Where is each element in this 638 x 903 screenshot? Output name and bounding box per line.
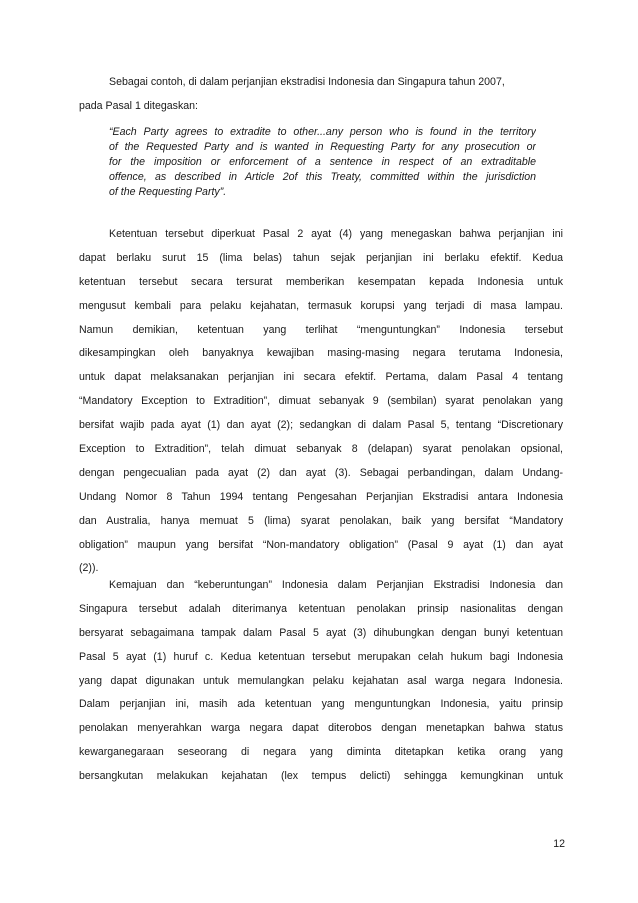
text-line: ketentuan tersebut secara tersurat memberikan kesempatan kepada Indonesia untuk <box>79 275 563 288</box>
quote-line: “Each Party agrees to extradite to other...any person who is found in the territory <box>109 126 536 138</box>
text-line: Namun demikian, ketentuan yang terlihat “menguntungkan” Indonesia tersebut <box>79 323 563 336</box>
text-line: Exception to Extradition”, telah dimuat sebanyak 8 (delapan) syarat penolakan opsional, <box>79 443 563 456</box>
paragraph-second <box>79 223 563 581</box>
text-line: penolakan menyerahkan warga negara dapat diterobos dengan menetapkan bahwa status <box>79 722 563 735</box>
text-line: pada Pasal 1 ditegaskan: <box>79 99 198 112</box>
text-line: Singapura tersebut adalah diterimanya ketentuan penolakan prinsip nasionalitas dengan <box>79 602 563 615</box>
quote-line: of the Requesting Party”. <box>109 186 227 198</box>
text-line: yang dapat digunakan untuk memulangkan pelaku kejahatan asal warga negara Indonesia. <box>79 674 563 687</box>
text-line: untuk dapat melaksanakan perjanjian ini secara efektif. Pertama, dalam Pasal 4 tentang <box>79 371 563 384</box>
block-quote <box>109 125 536 200</box>
text-line: dan Australia, hanya memuat 5 (lima) syarat penolakan, baik yang bersifat “Mandatory <box>79 514 563 527</box>
text-line: Sebagai contoh, di dalam perjanjian ekstradisi Indonesia dan Singapura tahun 2007, <box>109 76 505 88</box>
quote-line: of the Requested Party and is wanted in Requesting Party for any prosecution or <box>109 141 536 153</box>
text-line: “Mandatory Exception to Extradition”, dimuat sebanyak 9 (sembilan) syarat penolakan yang <box>79 395 563 408</box>
quote-line: offence, as described in Article 2of this Treaty, committed within the jurisdiction <box>109 171 536 183</box>
text-line: Undang Nomor 8 Tahun 1994 tentang Pengesahan Perjanjian Ekstradisi antara Indonesia <box>79 490 563 503</box>
text-line: bersyarat sebagaimana tampak dalam Pasal 5 ayat (3) dihubungkan dengan bunyi ketentuan <box>79 626 563 639</box>
page-number: 12 <box>553 838 565 850</box>
text-line: dikesampingkan oleh banyaknya kewajiban masing-masing negara terutama Indonesia, <box>79 347 563 360</box>
text-line: bersifat wajib pada ayat (1) dan ayat (2); sedangkan di dalam Pasal 5, tentang “Discretionary <box>79 419 563 432</box>
quote-line: for the imposition or enforcement of a sentence in respect of an extraditable <box>109 156 536 168</box>
text-line: dengan pengecualian pada ayat (2) dan ayat (3). Sebagai perbandingan, dalam Undang- <box>79 466 563 479</box>
text-line: Kemajuan dan “keberuntungan” Indonesia dalam Perjanjian Ekstradisi Indonesia dan <box>109 579 563 591</box>
text-line: obligation” maupun yang bersifat “Non-mandatory obligation” (Pasal 9 ayat (1) dan ayat <box>79 538 563 551</box>
text-line: Pasal 5 ayat (1) huruf c. Kedua ketentuan tersebut merupakan celah hukum bagi Indonesia <box>79 650 563 663</box>
paragraph-intro <box>79 71 563 119</box>
text-line: Dalam perjanjian ini, masih ada ketentuan yang menguntungkan Indonesia, yaitu prinsip <box>79 698 563 711</box>
text-line: kewarganegaraan seseorang di negara yang diminta ditetapkan ketika orang yang <box>79 746 563 759</box>
text-line: Ketentuan tersebut diperkuat Pasal 2 ayat (4) yang menegaskan bahwa perjanjian ini <box>109 228 563 240</box>
text-line: bersangkutan melakukan kejahatan (lex tempus delicti) sehingga kemungkinan untuk <box>79 770 563 783</box>
text-line: (2)). <box>79 562 99 575</box>
text-line: dapat berlaku surut 15 (lima belas) tahun sejak perjanjian ini berlaku efektif. Kedua <box>79 251 563 264</box>
paragraph-third <box>79 574 563 789</box>
text-line: mengusut kembali para pelaku kejahatan, termasuk korupsi yang terjadi di masa lampau. <box>79 299 563 312</box>
